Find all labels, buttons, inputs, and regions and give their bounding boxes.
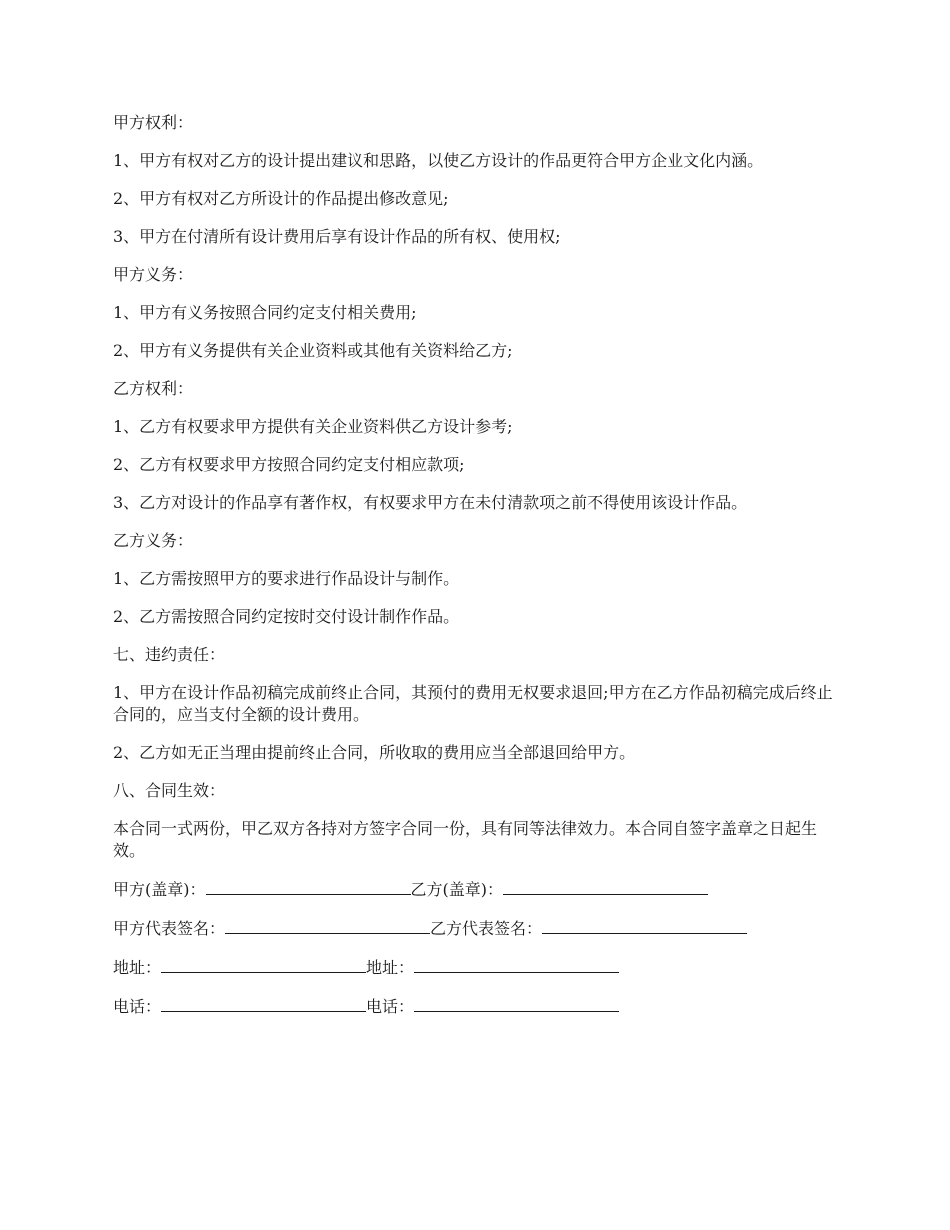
signature-blank[interactable]: [414, 995, 619, 1012]
clause-b-right-1: 1、乙方有权要求甲方提供有关企业资料供乙方设计参考;: [113, 417, 513, 436]
signature-blank[interactable]: [503, 878, 708, 895]
clause-a-right-2: 2、甲方有权对乙方所设计的作品提出修改意见;: [113, 189, 449, 208]
clause-b-duty-2: 2、乙方需按照合同约定按时交付设计制作作品。: [113, 607, 460, 626]
clause-b-duty-1: 1、乙方需按照甲方的要求进行作品设计与制作。: [113, 569, 460, 588]
contract-page: [113, 112, 843, 1034]
clause-a-duty-2: 2、甲方有义务提供有关企业资料或其他有关资料给乙方;: [113, 341, 513, 360]
clause-breach-2: 2、乙方如无正当理由提前终止合同，所收取的费用应当全部退回给甲方。: [113, 743, 636, 762]
clause-b-right-2: 2、乙方有权要求甲方按照合同约定支付相应款项;: [113, 455, 465, 474]
signature-blank[interactable]: [542, 917, 747, 934]
section-heading-party-a-rights: 甲方权利：: [113, 113, 194, 132]
clause-breach-1: 1、甲方在设计作品初稿完成前终止合同，其预付的费用无权要求退回;甲方在乙方作品初稿完成后终止合同的，应当支付全额的设计费用。: [113, 683, 833, 724]
signature-blank[interactable]: [161, 995, 366, 1012]
signature-label: 乙方(盖章)：: [410, 880, 503, 899]
clause-b-right-3: 3、乙方对设计的作品享有著作权，有权要求甲方在未付清款项之前不得使用该设计作品。: [113, 493, 748, 512]
clause-a-right-1: 1、甲方有权对乙方的设计提出建议和思路，以使乙方设计的作品更符合甲方企业文化内涵。: [113, 151, 764, 170]
signature-row-representative: [113, 917, 843, 940]
section-heading-party-b-rights: 乙方权利：: [113, 379, 194, 398]
signature-blank[interactable]: [414, 956, 619, 973]
section-heading-breach: 七、违约责任：: [113, 645, 226, 664]
signature-label: 地址：: [366, 958, 415, 977]
signature-blank[interactable]: [161, 956, 366, 973]
signature-row-seal: [113, 878, 843, 901]
clause-a-duty-1: 1、甲方有义务按照合同约定支付相关费用;: [113, 303, 417, 322]
signature-label: 乙方代表签名：: [430, 919, 543, 938]
signature-row-address: [113, 956, 843, 979]
clause-a-right-3: 3、甲方在付清所有设计费用后享有设计作品的所有权、使用权;: [113, 227, 561, 246]
signature-blank[interactable]: [225, 917, 430, 934]
signature-label: 甲方代表签名：: [113, 919, 226, 938]
section-heading-effect: 八、合同生效：: [113, 781, 226, 800]
signature-label: 地址：: [113, 958, 162, 977]
signature-label: 甲方(盖章)：: [113, 880, 206, 899]
signature-label: 电话：: [113, 997, 162, 1016]
section-heading-party-b-duties: 乙方义务：: [113, 531, 194, 550]
signature-blank[interactable]: [206, 878, 411, 895]
clause-effect: 本合同一式两份，甲乙双方各持对方签字合同一份，具有同等法律效力。本合同自签字盖章之日起生效。: [113, 819, 818, 860]
section-heading-party-a-duties: 甲方义务：: [113, 265, 194, 284]
signature-row-phone: [113, 995, 843, 1018]
signature-label: 电话：: [366, 997, 415, 1016]
